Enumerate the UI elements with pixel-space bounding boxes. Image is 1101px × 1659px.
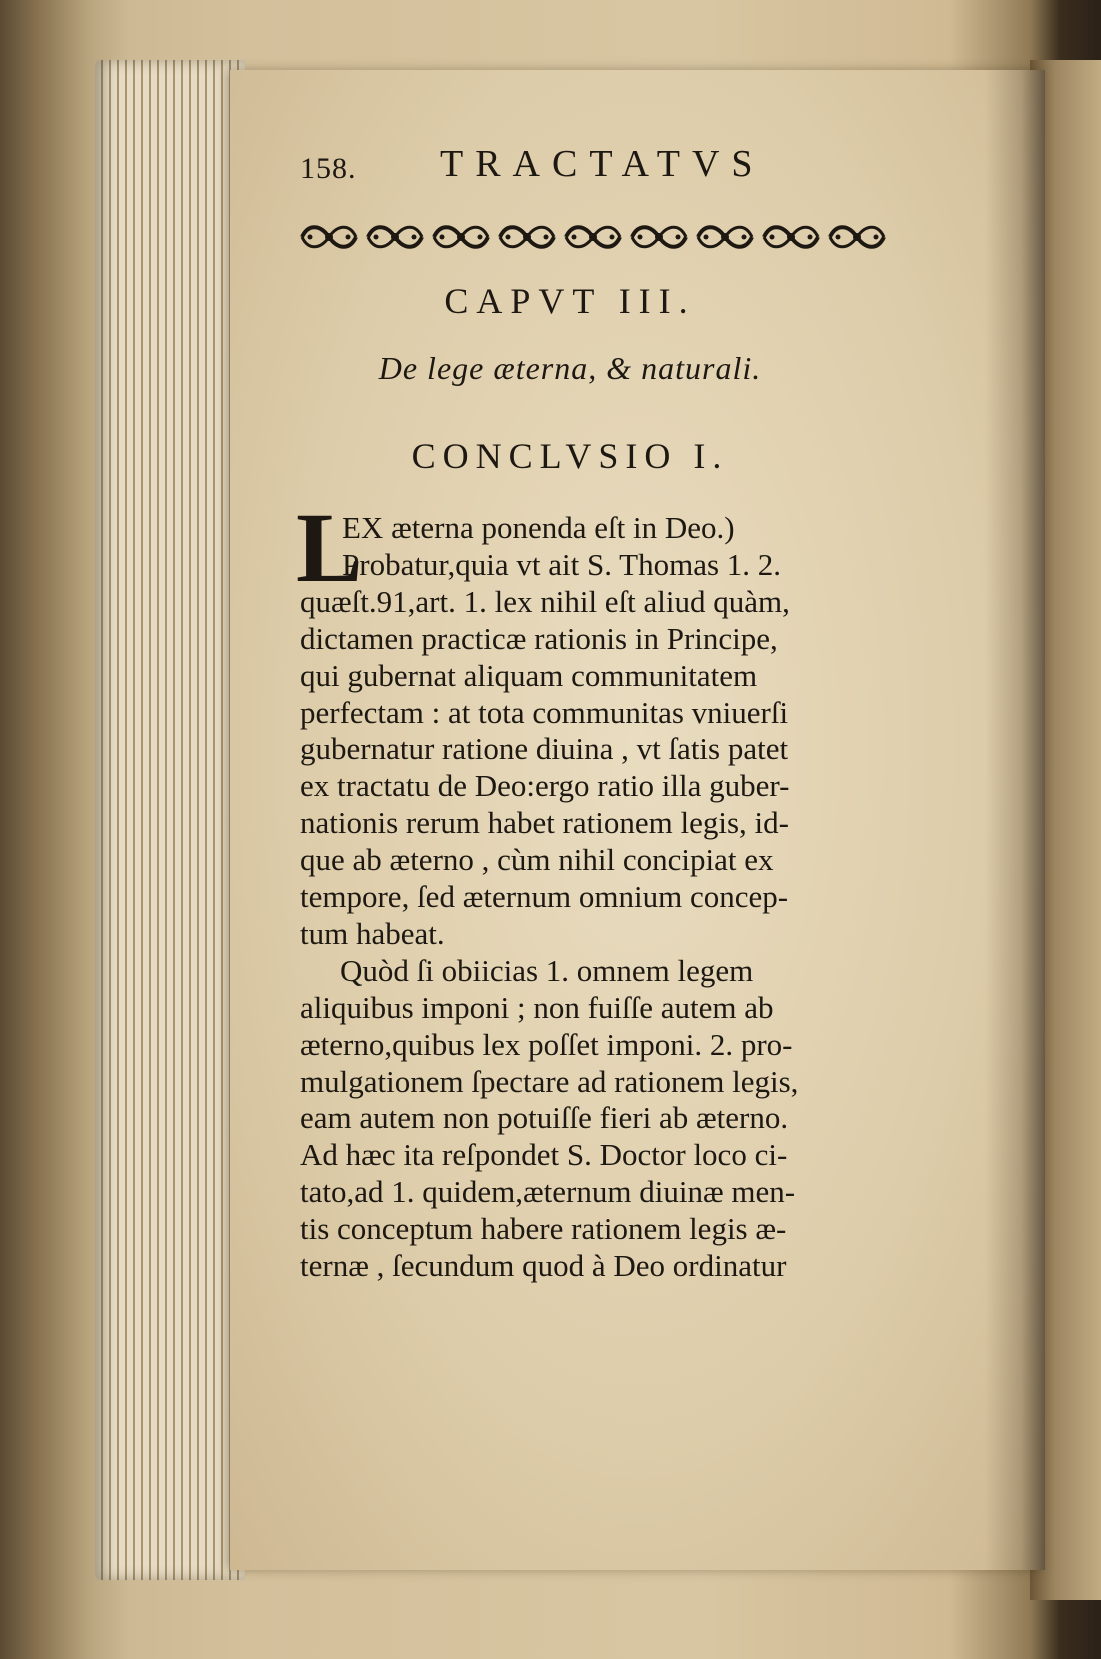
printers-fleuron-icon — [562, 220, 624, 254]
body-line: quæſt.91,art. 1. lex nihil eſt aliud quàm, — [300, 583, 790, 619]
page-edges — [95, 60, 245, 1580]
body-line: Quòd ſi obiicias 1. omnem legem — [340, 952, 754, 988]
body-line: qui gubernat aliquam communitatem — [300, 657, 758, 693]
chapter-subtitle: De lege æterna, & naturali. — [378, 350, 762, 386]
body-line: dictamen practicæ rationis in Principe, — [300, 620, 778, 656]
body-line: que ab æterno , cùm nihil concipiat ex — [300, 842, 774, 878]
body-line: gubernatur ratione diuina , vt ſatis patet — [300, 731, 789, 767]
body-line: aliquibus imponi ; non fuiſſe autem ab — [300, 989, 774, 1025]
drop-cap-initial: L — [296, 492, 363, 603]
body-line: nationis rerum habet rationem legis, id- — [300, 805, 789, 841]
body-line: Ad hæc ita reſpondet S. Doctor loco ci- — [300, 1137, 788, 1173]
running-title: TRACTATVS — [440, 143, 765, 185]
body-line: EX æterna ponenda eſt in Deo.) — [342, 510, 735, 545]
body-line: tis conceptum habere rationem legis æ- — [300, 1211, 787, 1247]
printers-fleuron-icon — [298, 220, 360, 254]
conclusion-heading: CONCLVSIO I. — [411, 436, 729, 476]
body-line: tato,ad 1. quidem,æternum diuinæ men- — [300, 1174, 796, 1210]
printers-fleuron-icon — [826, 220, 888, 254]
body-line: ex tractatu de Deo:ergo ratio illa guber- — [300, 768, 790, 804]
body-line: tum habeat. — [300, 915, 445, 951]
printers-fleuron-icon — [430, 220, 492, 254]
printers-fleuron-icon — [628, 220, 690, 254]
body-line: tempore, ſed æternum omnium concep- — [300, 879, 789, 914]
printers-fleuron-icon — [364, 220, 426, 254]
running-head — [300, 142, 900, 192]
ornament-band — [298, 220, 898, 260]
chapter-heading: CAPVT III. — [444, 281, 696, 321]
body-line: ternæ , ſecundum quod à Deo ordinatur — [300, 1248, 787, 1283]
body-line: æterno,quibus lex poſſet imponi. 2. pro- — [300, 1026, 793, 1062]
body-line: eam autem non potuiſſe fieri ab æterno. — [300, 1100, 789, 1136]
page-number: 158. — [300, 152, 357, 185]
printers-fleuron-icon — [760, 220, 822, 254]
printers-fleuron-icon — [496, 220, 558, 254]
printers-fleuron-icon — [694, 220, 756, 254]
body-line: perfectam : at tota communitas vniuerſi — [300, 694, 789, 730]
body-line: Probatur,quia vt ait S. Thomas 1. 2. — [342, 546, 782, 582]
page-gutter-shadow — [985, 70, 1045, 1570]
body-line: mulgationem ſpectare ad rationem legis, — [300, 1063, 799, 1099]
book-page — [230, 70, 1045, 1570]
